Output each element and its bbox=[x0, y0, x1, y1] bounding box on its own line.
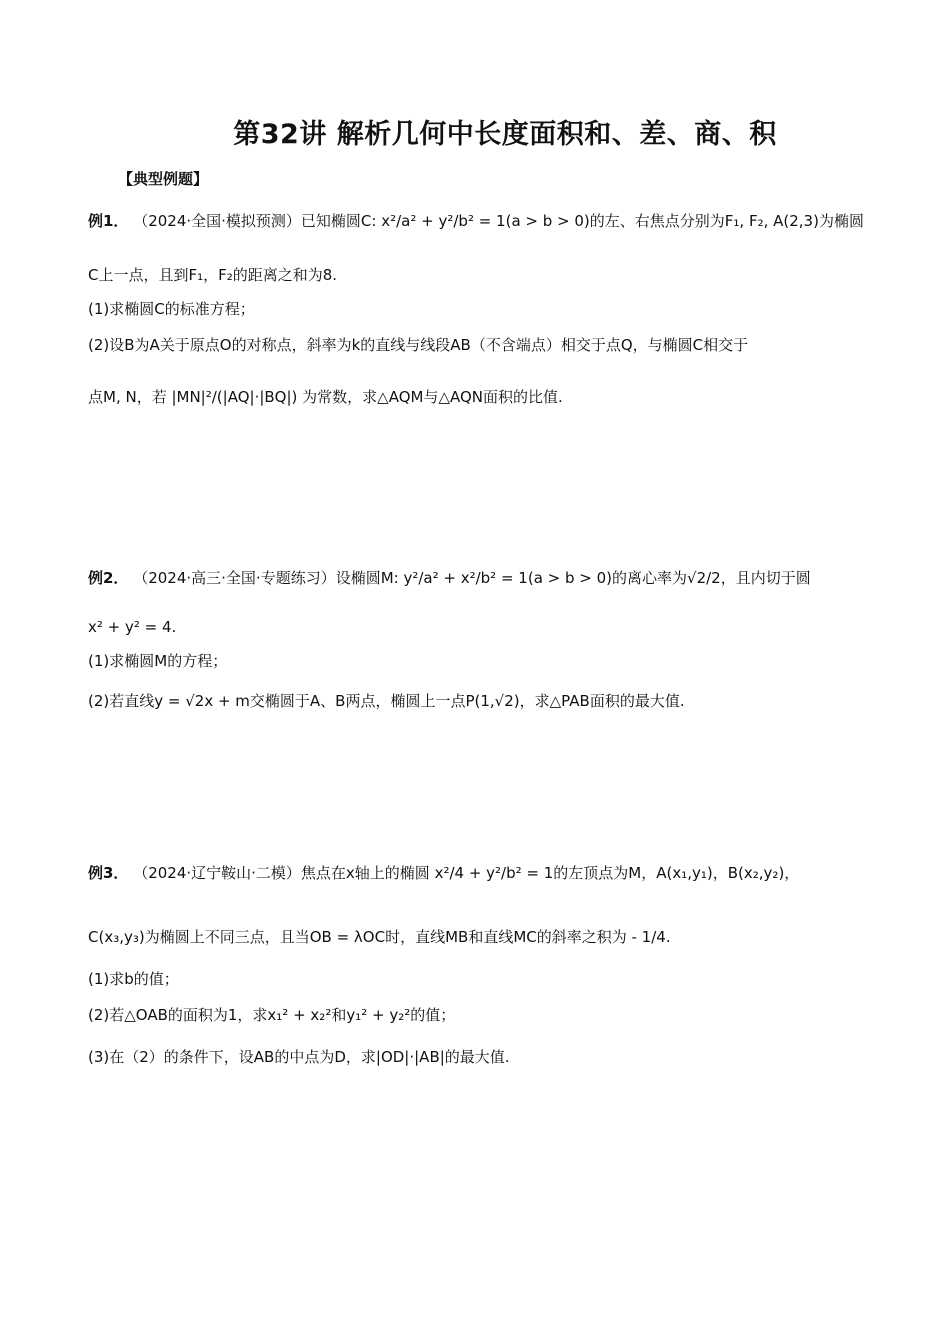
example-1-text-3: (1)求椭圆C的标准方程； bbox=[88, 300, 255, 318]
example-3-line-3 bbox=[88, 968, 878, 990]
example-2-line-3 bbox=[88, 650, 878, 672]
example-2-text-2: x² + y² = 4. bbox=[88, 618, 177, 636]
example-3-text-1: （2024·辽宁鞍山·二模）焦点在x轴上的椭圆 x²/4 + y²/b² = 1的左顶点为M，A(x₁,y₁)，B(x₂,y₂)， bbox=[133, 864, 800, 882]
example-1-text-4: (2)设B为A关于原点O的对称点，斜率为k的直线与线段AB（不含端点）相交于点Q，与椭圆C相交于 bbox=[88, 336, 749, 354]
example-2-line-1 bbox=[88, 567, 878, 589]
example-1-line-4 bbox=[88, 334, 878, 356]
example-2-label: 例2． bbox=[88, 569, 129, 587]
example-1-line-5 bbox=[88, 386, 878, 408]
example-2-text-1: （2024·高三·全国·专题练习）设椭圆M: y²/a² + x²/b² = 1(a > b > 0)的离心率为√2/2，且内切于圆 bbox=[133, 569, 811, 587]
example-2-text-3: (1)求椭圆M的方程； bbox=[88, 652, 228, 670]
example-2-line-2 bbox=[88, 616, 878, 638]
example-1-text-5: 点M, N，若 |MN|²/(|AQ|·|BQ|) 为常数，求△AQM与△AQN面积的比值. bbox=[88, 388, 563, 406]
example-2-text-4: (2)若直线y = √2x + m交椭圆于A、B两点，椭圆上一点P(1,√2)，求△PAB面积的最大值. bbox=[88, 692, 685, 710]
example-3-text-2: C(x₃,y₃)为椭圆上不同三点，且当OB = λOC时，直线MB和直线MC的斜率之积为 - 1/4. bbox=[88, 928, 671, 946]
example-3-line-1 bbox=[88, 862, 878, 884]
example-2-line-4 bbox=[88, 690, 878, 712]
example-1-line-1 bbox=[88, 210, 878, 232]
example-3-line-2 bbox=[88, 926, 878, 948]
example-1-line-3 bbox=[88, 298, 878, 320]
example-1-label: 例1． bbox=[88, 212, 129, 230]
example-3-text-5: (3)在（2）的条件下，设AB的中点为D，求|OD|·|AB|的最大值. bbox=[88, 1048, 510, 1066]
section-label: 【典型例题】 bbox=[118, 170, 209, 188]
example-3-text-3: (1)求b的值； bbox=[88, 970, 179, 988]
example-1-line-2 bbox=[88, 264, 878, 286]
example-3-label: 例3． bbox=[88, 864, 129, 882]
example-1-text-1: （2024·全国·模拟预测）已知椭圆C: x²/a² + y²/b² = 1(a > b > 0)的左、右焦点分别为F₁, F₂, A(2,3)为椭圆 bbox=[133, 212, 864, 230]
example-1-text-2: C上一点，且到F₁，F₂的距离之和为8. bbox=[88, 266, 338, 284]
example-3-line-5 bbox=[88, 1046, 878, 1068]
example-3-text-4: (2)若△OAB的面积为1，求x₁² + x₂²和y₁² + y₂²的值； bbox=[88, 1006, 456, 1024]
page-title: 第32讲 解析几何中长度面积和、差、商、积 bbox=[233, 119, 777, 150]
example-3-line-4 bbox=[88, 1004, 878, 1026]
